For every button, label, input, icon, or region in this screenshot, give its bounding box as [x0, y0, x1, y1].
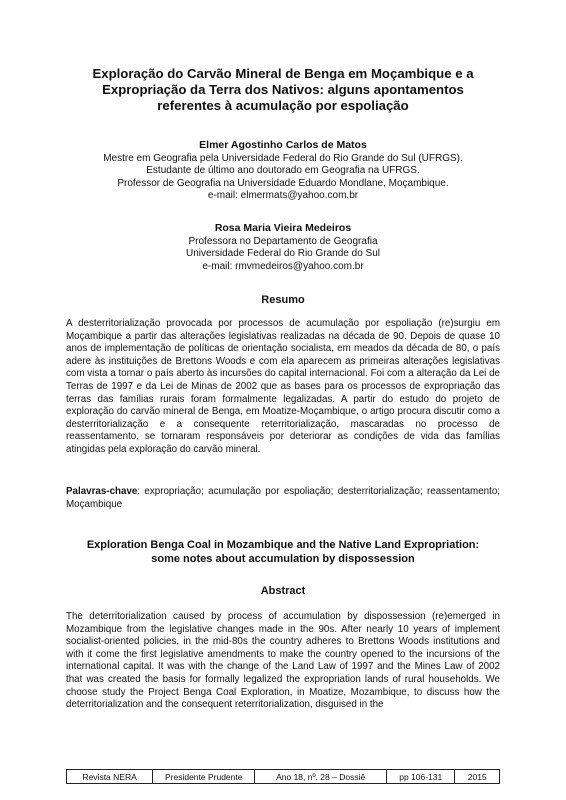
title-line: Expropriação da Terra dos Nativos: alguns apontamentos	[102, 82, 464, 97]
keywords-text: : expropriação; acumulação por espoliação; desterritorialização; reassentamento; Moçambique	[66, 486, 500, 510]
author-affiliation: Mestre em Geografia pela Universidade Federal do Rio Grande do Sul (UFRGS).	[103, 152, 463, 164]
abstract-paragraph: The deterritorialization caused by process of accumulation by dispossession (re)emerged in Mozambique from the legislative changes made in the 90s. After nearly 10 years of implement socialist-oriented policies, in the mid-80s the country adheres to Brettons Woods institutions and with it come the first legislative amendments to make the country opened to the incursions of the international capital. It was with the change of the Land Law of 1997 and the Mines Law of 2002 that was created the basis for formally legalized the expropriation lands of rural households. We choose study the Project Benga Coal Exploration, in Moatize, Mozambique, to discuss how the deterritorialization and the consequent reterritorialization, disguised in the	[66, 611, 500, 711]
article-title-pt	[60, 66, 506, 114]
author-email: e-mail: rmvmedeiros@yahoo.com.br	[202, 260, 364, 272]
keywords-label: Palavras-chave	[66, 486, 138, 497]
author-email: e-mail: elmermats@yahoo.com.br	[207, 190, 359, 201]
author-affiliation: Professora no Departamento de Geografia	[188, 235, 378, 247]
keywords	[66, 486, 500, 511]
page-footer	[66, 769, 500, 784]
title-line: Exploração do Carvão Mineral de Benga em Moçambique e a	[92, 66, 474, 81]
abstract-heading: Abstract	[260, 585, 306, 597]
resumo-heading: Resumo	[261, 294, 305, 306]
author-affiliation: Estudante de último ano doutorado em Geografia na UFRGS.	[146, 165, 420, 176]
footer-journal: Revista NERA	[67, 770, 153, 783]
author-name: Rosa Maria Vieira Medeiros	[214, 222, 352, 234]
title-line: referentes à acumulação por espoliação	[157, 98, 409, 113]
title-line: Exploration Benga Coal in Mozambique and the Native Land Expropriation:	[86, 539, 480, 551]
footer-city: Presidente Prudente	[153, 770, 255, 783]
author-affiliation: Professor de Geografia na Universidade Eduardo Mondlane, Moçambique.	[117, 177, 449, 189]
author-block-1	[60, 139, 506, 203]
author-name: Elmer Agostinho Carlos de Matos	[199, 139, 367, 151]
title-line: some notes about accumulation by dispossession	[151, 553, 415, 565]
footer-issue: Ano 18, nº. 28 – Dossiê	[255, 770, 387, 783]
article-title-en	[60, 538, 506, 566]
author-block-2	[60, 222, 506, 273]
footer-pages: pp 106-131	[387, 770, 455, 783]
author-affiliation: Universidade Federal do Rio Grande do Sul	[186, 248, 380, 259]
resumo-paragraph: A desterritorialização provocada por processos de acumulação por espoliação (re)surgiu em Moçambique a partir das alterações legislativas realizadas na década de 90. Depois de quase 10 anos de implementação de políticas de orientação socialista, em meados da década de 80, o país adere às instituições de Brettons Woods e com ela aparecem as primeiras alterações legislativas com vista a tornar o país aberto às incursões do capital internacional. Foi com a alteração da Lei de Terras de 1997 e da Lei de Minas de 2002 que as bases para os processos de expropriação das terras das famílias rurais foram formalmente legalizadas. A partir do estudo do projeto de exploração do carvão mineral de Benga, em Moatize-Moçambique, o artigo procura discutir como a desterritorialização e a consequente reterritorialização, mascaradas no processo de reassentamento, se tornaram responsáveis por deteriorar as condições de vida das famílias atingidas pela exploração do carvão mineral.	[66, 318, 500, 455]
footer-year: 2015	[467, 771, 487, 782]
